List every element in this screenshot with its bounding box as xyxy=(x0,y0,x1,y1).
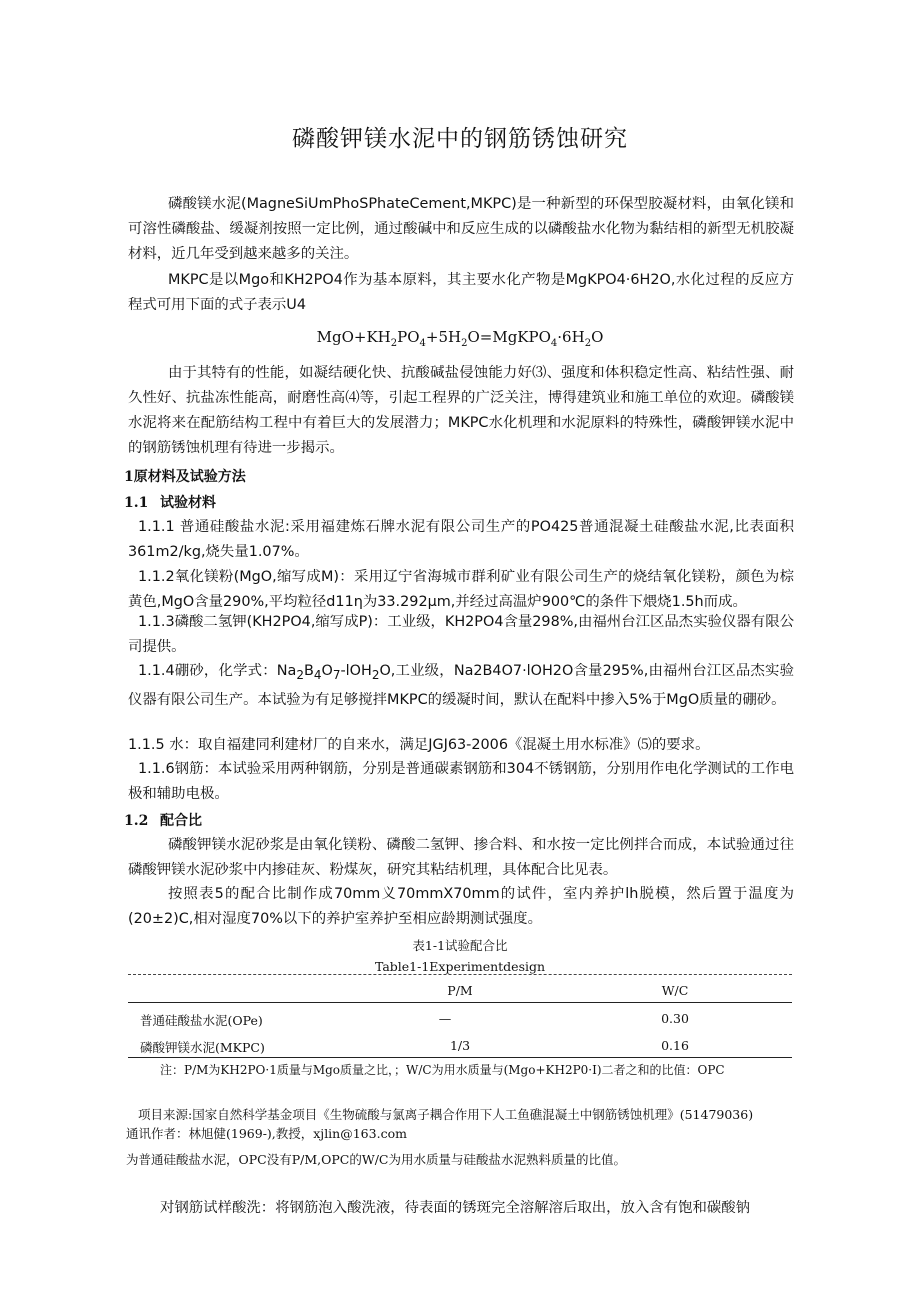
subscript: 2 xyxy=(296,667,304,682)
eq-part: O xyxy=(591,328,604,346)
table-row-1-pm: — xyxy=(438,1011,452,1026)
intro-paragraph-1: 磷酸镁水泥(MagneSiUmPhoSPhateCement,MKPC)是一种新型的环保型胶凝材料，由氧化镁和可溶性磷酸盐、缓凝剂按照一定比例，通过酸碱中和反应生成的以磷酸盐水化物为黏结相的新型无机胶凝材料，近几年受到越来越多的关注。 xyxy=(128,196,794,262)
eq-subscript: 2 xyxy=(584,338,592,349)
text-run: 1.1.4硼砂，化学式：Na xyxy=(138,663,297,679)
eq-subscript: 4 xyxy=(419,338,426,349)
table-note: 注：P/M为KH2PO·1质量与Mgo质量之比，；W/C为用水质量与(Mgo+KH2P0·I)二者之和的比值：OPC xyxy=(160,1063,725,1077)
subsection-number: 1.2 xyxy=(124,813,149,829)
eq-part: ·6H xyxy=(557,328,585,346)
table-header-wc: W/C xyxy=(661,983,689,998)
intro-paragraph-2: MKPC是以Mgo和KH2PO4作为基本原料，其主要水化产物是MgKPO4·6H2O,水化过程的反应方程式可用下面的式子表示U4 xyxy=(128,272,794,313)
subsection-heading-1-1 xyxy=(124,492,216,512)
eq-part: O=MgKPO xyxy=(467,328,551,346)
table-row-2-wc: 0.16 xyxy=(661,1038,689,1053)
table-row-2-label: 磷酸钾镁水泥(MKPC) xyxy=(140,1040,265,1055)
table-row-2-pm: 1/3 xyxy=(449,1038,471,1053)
eq-part: MgO+KH xyxy=(316,328,391,346)
eq-subscript: 4 xyxy=(550,338,558,349)
intro-paragraph-3: 由于其特有的性能，如凝结硬化快、抗酸碱盐侵蚀能力好⑶、强度和体积稳定性高、粘结性强、耐久性好、抗盐冻性能高，耐磨性高⑷等，引起工程界的广泛关注，博得建筑业和施工单位的欢迎。磷酸镁水泥将来在配筋结构工程中有着巨大的发展潜力；MKPC水化机理和水泥原料的特殊性，磷酸钾镁水泥中的钢筋锈蚀机理有待进一步揭示。 xyxy=(128,365,794,456)
item-1-1-5: 1.1.5 水：取自福建同利建材厂的自来水，满足JGJ63-2006《混凝土用水标准》⑸的要求。 xyxy=(128,737,710,753)
section-heading-1: 1原材料及试验方法 xyxy=(124,469,246,485)
table-top-rule xyxy=(128,974,792,975)
eq-subscript: 2 xyxy=(390,338,398,349)
subsection-heading-1-2 xyxy=(124,810,202,830)
item-1-1-6: 1.1.6钢筋：本试验采用两种钢筋，分别是普通碳素钢筋和304不锈钢筋，分别用作电化学测试的工作电极和辅助电极。 xyxy=(128,761,794,802)
table-caption-cn: 表1-1试验配合比 xyxy=(412,938,508,953)
subsection-title: 试验材料 xyxy=(160,495,216,511)
mix-paragraph-2: 按照表5的配合比制作成70mm义70mmX70mm的试件，室内养护lh脱模，然后置于温度为(20±2)C,相对湿度70%以下的养护室养护至相应龄期测试强度。 xyxy=(128,886,794,927)
text-run: O,工业级，Na2B4O7·lOH2O含量295%,由福州台江区品杰实验仪器有限公司生产。本试验为有足够搅拌MKPC的缓凝时间，默认在配料中掺入5%于MgO质量的硼砂。 xyxy=(128,663,794,708)
last-paragraph: 对钢筋试样酸洗：将钢筋泡入酸洗液，待表面的锈斑完全溶解溶后取出，放入含有饱和碳酸钠 xyxy=(160,1200,751,1216)
item-1-1-4 xyxy=(128,659,794,713)
item-1-1-3: 1.1.3磷酸二氢钾(KH2PO4,缩写成P)：工业级，KH2PO4含量298%,由福州台江区品杰实验仪器有限公司提供。 xyxy=(128,614,794,655)
subscript: 4 xyxy=(313,667,322,682)
eq-part: PO xyxy=(397,328,420,346)
table-caption-en: Table1-1Experimentdesign xyxy=(374,959,546,974)
table-row-1-label: 普通硅酸盐水泥(OPe) xyxy=(140,1013,263,1028)
subsection-number: 1.1 xyxy=(124,495,149,511)
text-run: B xyxy=(304,663,314,679)
table-header-rule xyxy=(128,1002,792,1003)
text-run: O xyxy=(321,663,333,679)
table-header-pm: P/M xyxy=(447,983,473,998)
subsection-title: 配合比 xyxy=(160,813,202,829)
page-title: 磷酸钾镁水泥中的钢筋锈蚀研究 xyxy=(292,126,628,152)
eq-subscript: 2 xyxy=(461,338,468,349)
subscript: 2 xyxy=(371,667,380,682)
footnote-continued: 为普通硅酸盐水泥，OPC没有P/M,OPC的W/C为用水质量与硅酸盐水泥熟料质量的比值。 xyxy=(126,1152,626,1167)
item-1-1-2: 1.1.2氧化镁粉(MgO,缩写成M)：采用辽宁省海城市群利矿业有限公司生产的烧结氧化镁粉，颜色为棕黄色,MgO含量290%,平均粒径d11η为33.292μm,并经过高温炉900℃的条件下煨烧1.5h而成。 xyxy=(128,569,794,610)
footnote-author: 通讯作者：林旭健(1969-),教授，xjlin@163.com xyxy=(126,1126,407,1141)
subscript: 7 xyxy=(332,667,341,682)
text-run: -lOH xyxy=(340,663,372,679)
mix-paragraph-1: 磷酸钾镁水泥砂浆是由氧化镁粉、磷酸二氢钾、掺合料、和水按一定比例拌合而成，本试验通过往磷酸钾镁水泥砂浆中内掺硅灰、粉煤灰，研究其粘结机理，具体配合比见表。 xyxy=(128,837,794,878)
item-1-1-1: 1.1.1 普通硅酸盐水泥:采用福建炼石牌水泥有限公司生产的PO425普通混凝土硅酸盐水泥,比表面积361m2∕kg,烧失量1.07%。 xyxy=(128,519,794,560)
eq-part: +5H xyxy=(425,328,462,346)
footnote-project: 项目来源:国家自然科学基金项目《生物硫酸与氯离子耦合作用下人工鱼礁混凝土中钢筋锈蚀机理》(51479036) xyxy=(138,1107,754,1122)
table-bottom-rule xyxy=(128,1057,792,1058)
reaction-equation xyxy=(0,328,920,349)
table-row-1-wc: 0.30 xyxy=(661,1011,689,1026)
